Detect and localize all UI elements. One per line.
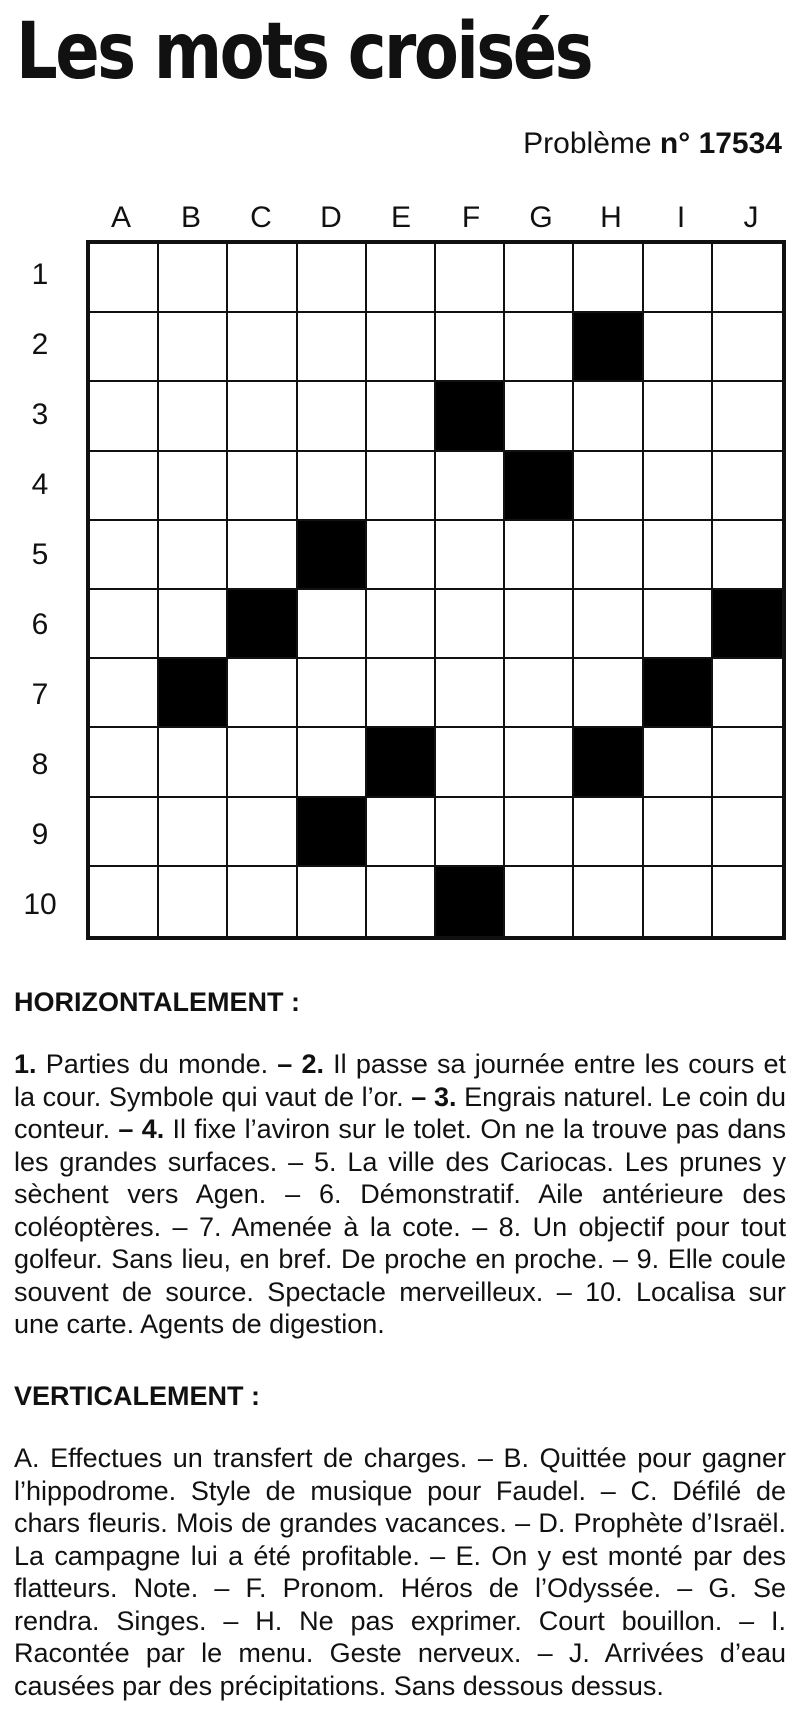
grid-cell[interactable] xyxy=(713,244,782,313)
grid-cell[interactable] xyxy=(228,244,297,313)
column-label-c: C xyxy=(250,201,272,234)
grid-cell[interactable] xyxy=(159,382,228,451)
grid-cell[interactable] xyxy=(159,244,228,313)
grid-cell[interactable] xyxy=(574,452,643,521)
grid-cell[interactable] xyxy=(505,659,574,728)
grid-cell[interactable] xyxy=(713,659,782,728)
grid-cell[interactable] xyxy=(436,244,505,313)
grid-cell[interactable] xyxy=(505,867,574,936)
grid-cell[interactable] xyxy=(713,728,782,797)
grid-cell[interactable] xyxy=(505,728,574,797)
grid-cell[interactable] xyxy=(367,521,436,590)
clue-text: 5. La ville des Cariocas. Les prunes y sèchent vers Agen. xyxy=(14,1146,787,1209)
grid-cell[interactable] xyxy=(90,452,159,521)
grid-cell[interactable] xyxy=(574,382,643,451)
grid-cell[interactable] xyxy=(574,798,643,867)
grid-cell[interactable] xyxy=(574,244,643,313)
clue-text: 9. Elle coule souvent de source. Spectacle merveilleux. xyxy=(14,1244,786,1307)
clue-separator: – xyxy=(110,1114,142,1144)
row-label-4: 4 xyxy=(31,468,49,501)
grid-cell[interactable] xyxy=(228,867,297,936)
grid-cell[interactable] xyxy=(90,244,159,313)
vertical-clues: A. Effectues un transfert de charges. – B. Quittée pour gagner l’hippodrome. Style de musique pour Faudel. – C. Défilé de chars fleuris. Mois de grandes vacances. – D. Prophète d’Israël. La campagne lui a été profitable. – E. On y est monté par des flatteurs. Note. – F. Pronom. Héros de l’Odyssée. – G. Se rendra. Singes. – H. Ne pas exprimer. Court bouillon. – I. Racontée par le menu. Geste nerveux. – J. Arrivées d’eau causées par des précipitations. Sans dessous dessus. xyxy=(14,1443,786,1701)
column-label-j: J xyxy=(743,201,759,234)
grid-cell[interactable] xyxy=(644,452,713,521)
clue-text: Parties du monde. xyxy=(45,1049,269,1079)
clue-number: 4. xyxy=(141,1114,173,1144)
black-cell xyxy=(436,867,505,936)
clue-separator: – xyxy=(268,1049,302,1079)
grid-cell[interactable] xyxy=(713,867,782,936)
clue-text: 8. Un objectif pour tout golfeur. Sans lieu, en bref. De proche en proche. xyxy=(14,1211,786,1274)
grid-cell[interactable] xyxy=(505,244,574,313)
clue-separator: – xyxy=(266,1179,319,1209)
grid-cell[interactable] xyxy=(367,798,436,867)
grid-cell[interactable] xyxy=(90,521,159,590)
grid-cell[interactable] xyxy=(436,521,505,590)
row-label-7: 7 xyxy=(31,678,49,711)
row-label-10: 10 xyxy=(23,888,57,921)
grid-cell[interactable] xyxy=(367,659,436,728)
grid-cell[interactable] xyxy=(574,590,643,659)
clue-separator: – xyxy=(604,1244,637,1274)
clue-text: 10. Localisa sur une carte. Agents de digestion. xyxy=(14,1276,786,1339)
grid-cell[interactable] xyxy=(159,867,228,936)
grid-cell[interactable] xyxy=(298,590,367,659)
grid-cell[interactable] xyxy=(90,590,159,659)
grid-cell[interactable] xyxy=(713,452,782,521)
grid-cell[interactable] xyxy=(298,452,367,521)
column-label-b: B xyxy=(180,201,201,234)
grid-cell[interactable] xyxy=(505,382,574,451)
row-label-9: 9 xyxy=(31,818,49,851)
grid-cell[interactable] xyxy=(436,728,505,797)
black-cell xyxy=(298,798,367,867)
grid-cell[interactable] xyxy=(505,798,574,867)
grid-cell[interactable] xyxy=(367,590,436,659)
row-label-6: 6 xyxy=(31,608,49,641)
grid-cell[interactable] xyxy=(298,867,367,936)
clue-separator: – xyxy=(543,1276,586,1307)
grid-cell[interactable] xyxy=(159,452,228,521)
grid-cell[interactable] xyxy=(436,452,505,521)
grid-cell[interactable] xyxy=(644,590,713,659)
grid-cell[interactable] xyxy=(228,313,297,382)
grid-cell[interactable] xyxy=(436,798,505,867)
grid-cell[interactable] xyxy=(644,313,713,382)
grid-cell[interactable] xyxy=(228,382,297,451)
grid-cell[interactable] xyxy=(436,313,505,382)
grid-cell[interactable] xyxy=(436,590,505,659)
clue-separator: – xyxy=(403,1081,434,1112)
row-label-8: 8 xyxy=(31,748,49,781)
grid-cell[interactable] xyxy=(159,728,228,797)
clue-text: 6. Démonstratif. Aile antérieure des coléoptères. xyxy=(14,1179,786,1242)
grid-cell[interactable] xyxy=(574,659,643,728)
grid-cell[interactable] xyxy=(574,521,643,590)
grid-cell[interactable] xyxy=(298,313,367,382)
page-title: Les mots croisés xyxy=(16,7,592,97)
grid-cell[interactable] xyxy=(228,521,297,590)
row-label-5: 5 xyxy=(31,538,49,571)
grid-cell[interactable] xyxy=(159,590,228,659)
grid-cell[interactable] xyxy=(713,382,782,451)
grid-cell[interactable] xyxy=(90,313,159,382)
black-cell xyxy=(298,521,367,590)
clue-number: 1. xyxy=(14,1049,46,1079)
black-cell xyxy=(574,728,643,797)
grid-cell[interactable] xyxy=(298,382,367,451)
column-label-e: E xyxy=(390,201,411,234)
grid-cell[interactable] xyxy=(298,659,367,728)
problem-number-value: n° 17534 xyxy=(659,127,782,160)
grid-cell[interactable] xyxy=(228,452,297,521)
grid-cell[interactable] xyxy=(644,798,713,867)
grid-cell[interactable] xyxy=(367,313,436,382)
grid-cell[interactable] xyxy=(159,521,228,590)
grid-cell[interactable] xyxy=(713,521,782,590)
black-cell xyxy=(367,728,436,797)
grid-cell[interactable] xyxy=(644,244,713,313)
grid-cell[interactable] xyxy=(228,728,297,797)
grid-cell[interactable] xyxy=(505,521,574,590)
horizontal-heading: HORIZONTALEMENT : xyxy=(14,987,300,1017)
grid-cell[interactable] xyxy=(713,313,782,382)
black-cell xyxy=(159,659,228,728)
grid-cell[interactable] xyxy=(574,867,643,936)
black-cell xyxy=(436,382,505,451)
column-label-h: H xyxy=(600,201,622,234)
grid-cell[interactable] xyxy=(298,244,367,313)
grid-cell[interactable] xyxy=(644,728,713,797)
clue-number: 2. xyxy=(301,1049,334,1079)
black-cell xyxy=(713,590,782,659)
row-label-1: 1 xyxy=(31,258,49,291)
grid-cell[interactable] xyxy=(644,521,713,590)
problem-label: Problème xyxy=(523,127,652,160)
row-label-3: 3 xyxy=(31,398,49,431)
clue-separator: – xyxy=(161,1211,199,1242)
grid-cell[interactable] xyxy=(505,590,574,659)
grid-cell[interactable] xyxy=(90,798,159,867)
clue-text: Il fixe l’aviron sur le tolet. On ne la trouve pas dans les grandes surfaces. xyxy=(14,1114,786,1177)
grid-cell[interactable] xyxy=(713,798,782,867)
grid-cell[interactable] xyxy=(644,382,713,451)
grid-cell[interactable] xyxy=(90,728,159,797)
column-label-a: A xyxy=(110,201,131,234)
grid-cell[interactable] xyxy=(90,867,159,936)
black-cell xyxy=(505,452,574,521)
grid-cell[interactable] xyxy=(644,867,713,936)
clue-text: 7. Amenée à la cote. xyxy=(198,1211,461,1242)
grid-cell[interactable] xyxy=(367,452,436,521)
problem-number xyxy=(523,124,782,164)
column-label-g: G xyxy=(529,201,553,234)
grid-cell[interactable] xyxy=(367,867,436,936)
grid-cell[interactable] xyxy=(159,798,228,867)
column-label-i: I xyxy=(676,201,686,234)
clue-text: Il passe sa journée entre les cours et la cour. Symbole qui vaut de l’or. xyxy=(14,1049,786,1112)
crossword-grid xyxy=(86,240,786,940)
black-cell xyxy=(574,313,643,382)
column-label-f: F xyxy=(461,201,481,234)
clue-separator: – xyxy=(277,1146,314,1177)
clue-text: Engrais naturel. Le coin du conteur. xyxy=(14,1081,786,1144)
grid-cell[interactable] xyxy=(90,382,159,451)
clue-number: 3. xyxy=(433,1081,465,1112)
grid-cell[interactable] xyxy=(367,382,436,451)
clue-separator: – xyxy=(460,1211,499,1242)
grid-cell[interactable] xyxy=(159,313,228,382)
grid-cell[interactable] xyxy=(367,244,436,313)
black-cell xyxy=(644,659,713,728)
row-label-2: 2 xyxy=(31,328,49,361)
grid-cell[interactable] xyxy=(505,313,574,382)
grid-cell[interactable] xyxy=(90,659,159,728)
horizontal-clues xyxy=(14,1048,786,1341)
black-cell xyxy=(228,590,297,659)
vertical-heading: VERTICALEMENT : xyxy=(14,1381,260,1411)
column-label-d: D xyxy=(320,201,342,234)
grid-cell[interactable] xyxy=(228,659,297,728)
grid-cell[interactable] xyxy=(298,728,367,797)
grid-cell[interactable] xyxy=(436,659,505,728)
grid-cell[interactable] xyxy=(228,798,297,867)
